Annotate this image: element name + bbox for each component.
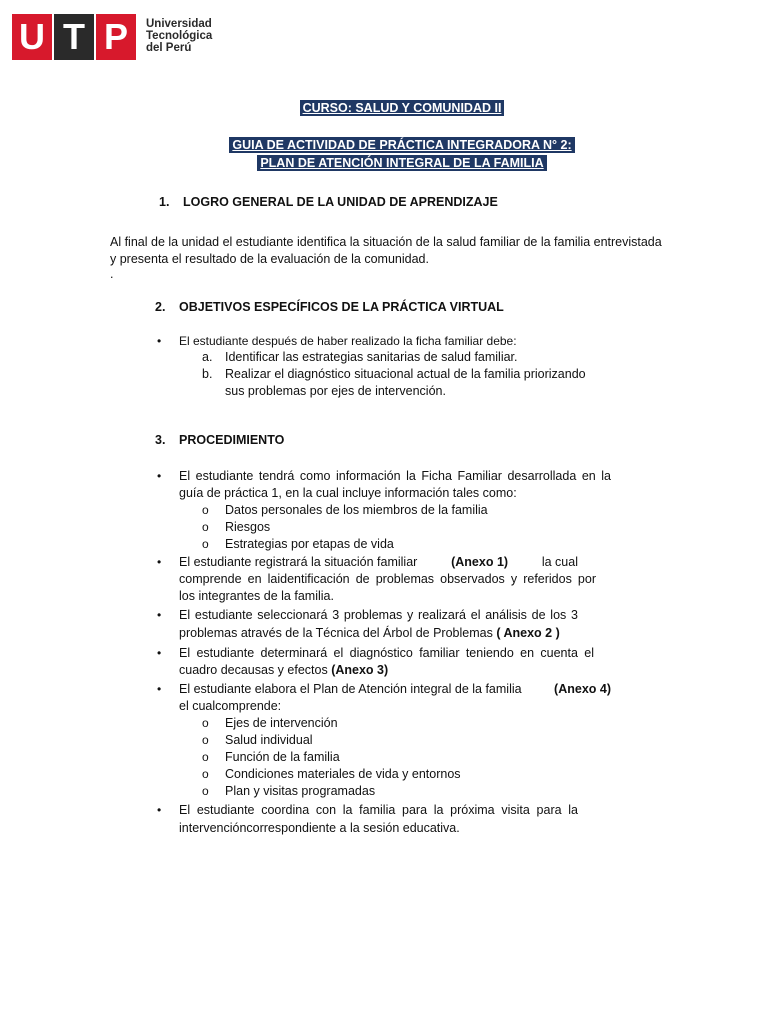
procedure-text-part: El estudiante registrará la situación familiar (179, 555, 418, 569)
course-title-text: CURSO: SALUD Y COMUNIDAD II (300, 100, 505, 116)
procedure-text-part: la cual (541, 555, 578, 569)
procedure-text-part: problemas através de la Técnica del Árbol de Problemas (179, 626, 493, 640)
sub-item: Plan y visitas programadas (225, 784, 376, 798)
section-number: 3. (155, 433, 166, 447)
sub-bullet-icon: o (202, 733, 209, 747)
section-1-heading (159, 195, 498, 209)
section-3-heading (155, 433, 284, 447)
objective-text-continued: sus problemas por ejes de intervención. (225, 384, 446, 398)
annex-reference: (Anexo 3) (331, 663, 389, 677)
sub-bullet-icon: o (202, 503, 209, 517)
logo-text (146, 18, 212, 54)
course-title (0, 101, 768, 115)
objective-text: Realizar el diagnóstico situacional actual de la familia priorizando (225, 367, 586, 381)
sub-item: Salud individual (225, 733, 313, 747)
procedure-text: el cualcomprende: (179, 699, 282, 713)
procedure-text: El estudiante coordina con la familia para la próxima visita para la (179, 803, 578, 817)
objective-marker: b. (202, 367, 213, 381)
logo-letter-p: P (96, 14, 136, 60)
sub-bullet-icon: o (202, 784, 209, 798)
section-title: PROCEDIMIENTO (179, 433, 285, 447)
logo-text-line: Tecnológica (146, 30, 213, 42)
guide-title-line-1 (0, 138, 768, 152)
sub-bullet-icon: o (202, 767, 209, 781)
procedure-text (179, 682, 611, 696)
sub-bullet-icon: o (202, 520, 209, 534)
sub-bullet-icon: o (202, 716, 209, 730)
annex-reference: ( Anexo 2 ) (496, 626, 560, 640)
procedure-text: intervencióncorrespondiente a la sesión educativa. (179, 821, 460, 835)
section-2-heading (155, 300, 504, 314)
procedure-text-part: cuadro decausas y efectos (179, 663, 328, 677)
section-1-paragraph-line-1: Al final de la unidad el estudiante identifica la situación de la salud familiar de la familia entrevistada (110, 235, 662, 249)
logo-text-line: Universidad (146, 18, 212, 30)
objective-marker: a. (202, 350, 213, 364)
annex-reference: (Anexo 4) (554, 682, 611, 696)
objective-text: Identificar las estrategias sanitarias de salud familiar. (225, 350, 518, 364)
procedure-text (179, 663, 388, 677)
logo-text-line: del Perú (146, 42, 192, 54)
stray-dot: . (110, 267, 114, 281)
procedure-text: guía de práctica 1, en la cual incluye información tales como: (179, 486, 517, 500)
utp-logo (12, 14, 138, 60)
section-1-paragraph-line-2: y presenta el resultado de la evaluación de la comunidad. (110, 252, 429, 266)
bullet-icon: • (157, 646, 162, 660)
sub-bullet-icon: o (202, 537, 209, 551)
procedure-text-part: El estudiante elabora el Plan de Atención integral de la familia (179, 682, 522, 696)
bullet-icon: • (157, 682, 162, 696)
procedure-text: El estudiante seleccionará 3 problemas y realizará el análisis de los 3 (179, 608, 578, 622)
procedure-text (179, 626, 560, 640)
bullet-icon: • (157, 334, 162, 348)
section-number: 2. (155, 300, 166, 314)
section-number: 1. (159, 195, 170, 209)
sub-item: Datos personales de los miembros de la familia (225, 503, 488, 517)
logo-letter-t: T (54, 14, 94, 60)
sub-bullet-icon: o (202, 750, 209, 764)
bullet-icon: • (157, 803, 162, 817)
section-title: LOGRO GENERAL DE LA UNIDAD DE APRENDIZAJE (183, 195, 498, 209)
sub-item: Riesgos (225, 520, 271, 534)
sub-item: Función de la familia (225, 750, 340, 764)
sub-item: Condiciones materiales de vida y entornos (225, 767, 461, 781)
annex-reference: (Anexo 1) (451, 555, 509, 569)
bullet-icon: • (157, 469, 162, 483)
guide-title-line-2 (0, 156, 768, 170)
bullet-icon: • (157, 608, 162, 622)
bullet-icon: • (157, 555, 162, 569)
guide-title-text-2: PLAN DE ATENCIÓN INTEGRAL DE LA FAMILIA (257, 155, 546, 171)
procedure-text (179, 555, 578, 569)
procedure-text: comprende en laidentificación de problemas observados y referidos por (179, 572, 596, 586)
section-title: OBJETIVOS ESPECÍFICOS DE LA PRÁCTICA VIRTUAL (179, 300, 504, 314)
procedure-text: El estudiante tendrá como información la Ficha Familiar desarrollada en la (179, 469, 611, 483)
guide-title-text-1: GUIA DE ACTIVIDAD DE PRÁCTICA INTEGRADORA N° 2: (229, 137, 574, 153)
procedure-text: los integrantes de la familia. (179, 589, 334, 603)
sub-item: Estrategias por etapas de vida (225, 537, 394, 551)
logo-letter-u: U (12, 14, 52, 60)
sub-item: Ejes de intervención (225, 716, 338, 730)
section-2-bullet: El estudiante después de haber realizado la ficha familiar debe: (179, 334, 517, 348)
procedure-text: El estudiante determinará el diagnóstico familiar teniendo en cuenta el (179, 646, 594, 660)
